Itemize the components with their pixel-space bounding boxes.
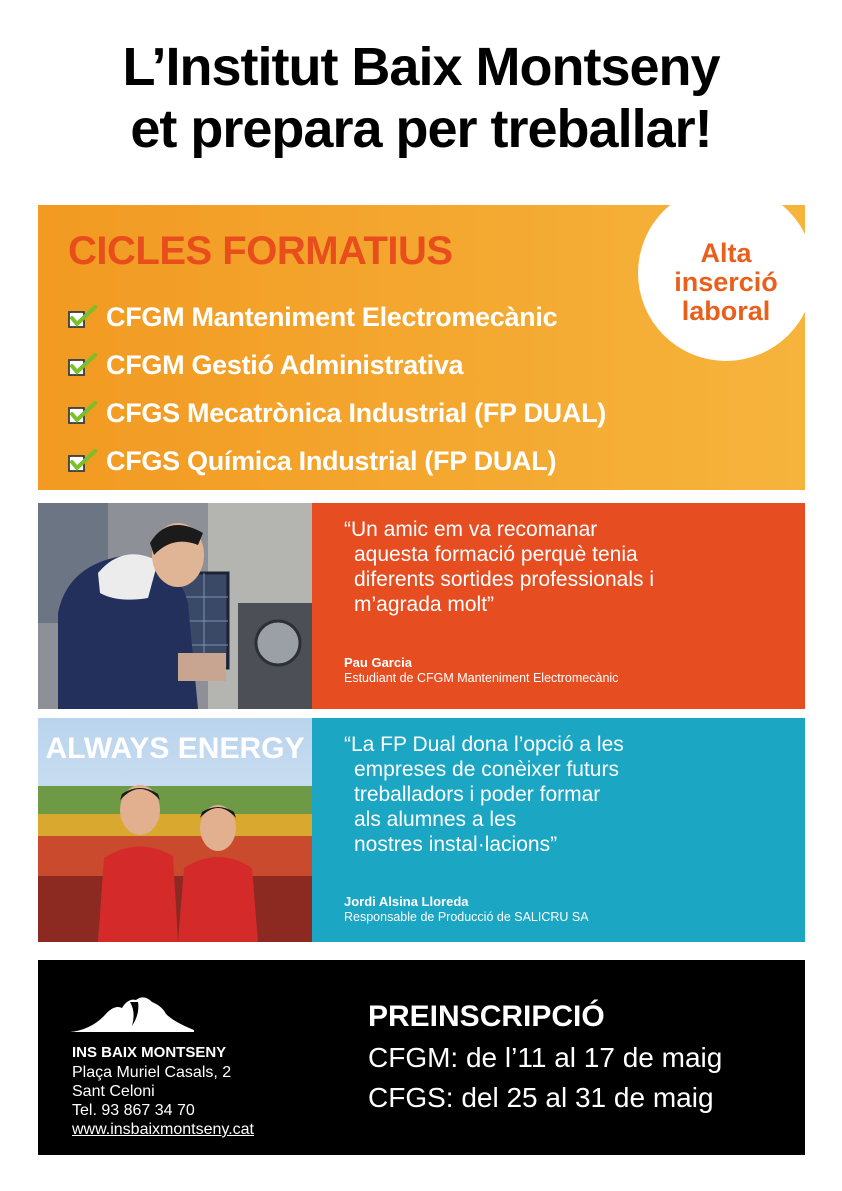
cicles-title: CICLES FORMATIUS	[68, 229, 453, 273]
author-role: Estudiant de CFGM Manteniment Electromecànic	[344, 671, 619, 685]
quote-line: treballadors i poder formar	[354, 783, 601, 806]
course-label: CFGS Mecatrònica Industrial (FP DUAL)	[106, 397, 606, 428]
badge-line: laboral	[681, 295, 771, 326]
course-label: CFGM Manteniment Electromecànic	[106, 301, 558, 332]
testimonial-author	[344, 894, 589, 925]
author-name: Pau Garcia	[344, 655, 412, 670]
cicles-formatius-panel	[38, 205, 805, 490]
checkbox-check-icon	[68, 305, 98, 329]
course-item	[68, 341, 606, 389]
badge-line: Alta	[700, 237, 752, 268]
school-name: INS BAIX MONTSENY	[72, 1044, 227, 1061]
quote-line: empreses de conèixer futurs	[354, 758, 619, 781]
testimonial-quote	[344, 517, 784, 617]
testimonial-author	[344, 655, 618, 686]
checkbox-check-icon	[68, 449, 98, 473]
student-workshop-photo	[38, 503, 312, 709]
quote-line: diferents sortides professionals i	[354, 568, 654, 591]
course-item	[68, 293, 606, 341]
address-town: Sant Celoni	[72, 1083, 155, 1100]
footer	[38, 960, 805, 1155]
course-item	[68, 437, 606, 485]
course-item	[68, 389, 606, 437]
course-label: CFGS Química Industrial (FP DUAL)	[106, 445, 557, 476]
quote-line: nostres instal·lacions”	[354, 833, 558, 856]
quote-line: als alumnes a les	[354, 808, 517, 831]
course-list	[68, 293, 606, 485]
photo-caption: ALWAYS ENERGY	[45, 732, 305, 765]
testimonial-jordi-alsina	[38, 718, 805, 942]
quote-line: m’agrada molt”	[354, 593, 495, 616]
mountain-logo-icon	[70, 986, 194, 1034]
checkbox-check-icon	[68, 401, 98, 425]
badge-line: inserció	[674, 266, 778, 297]
company-workers-photo	[38, 718, 312, 942]
testimonial-pau-garcia	[38, 503, 805, 709]
website-link[interactable]: www.insbaixmontseny.cat	[72, 1121, 254, 1138]
quote-line: “La FP Dual dona l’opció a les	[344, 733, 624, 756]
preinscripcio-cfgs: CFGS: del 25 al 31 de maig	[368, 1082, 714, 1113]
headline	[0, 36, 842, 160]
author-name: Jordi Alsina Lloreda	[344, 894, 469, 909]
quote-line: aquesta formació perquè tenia	[354, 543, 638, 566]
headline-line-1: L’Institut Baix Montseny	[122, 37, 720, 97]
headline-line-2: et prepara per treballar!	[130, 99, 712, 159]
alta-insercio-badge	[638, 205, 805, 361]
phone-number: Tel. 93 867 34 70	[72, 1102, 195, 1119]
testimonial-quote	[344, 732, 784, 857]
quote-line: “Un amic em va recomanar	[344, 518, 598, 541]
author-role: Responsable de Producció de SALICRU SA	[344, 910, 589, 924]
preinscripcio-cfgm: CFGM: de l’11 al 17 de maig	[368, 1042, 723, 1073]
preinscripcio-title: PREINSCRIPCIÓ	[368, 1000, 605, 1033]
course-label: CFGM Gestió Administrativa	[106, 349, 464, 380]
checkbox-check-icon	[68, 353, 98, 377]
address-street: Plaça Muriel Casals, 2	[72, 1064, 232, 1081]
